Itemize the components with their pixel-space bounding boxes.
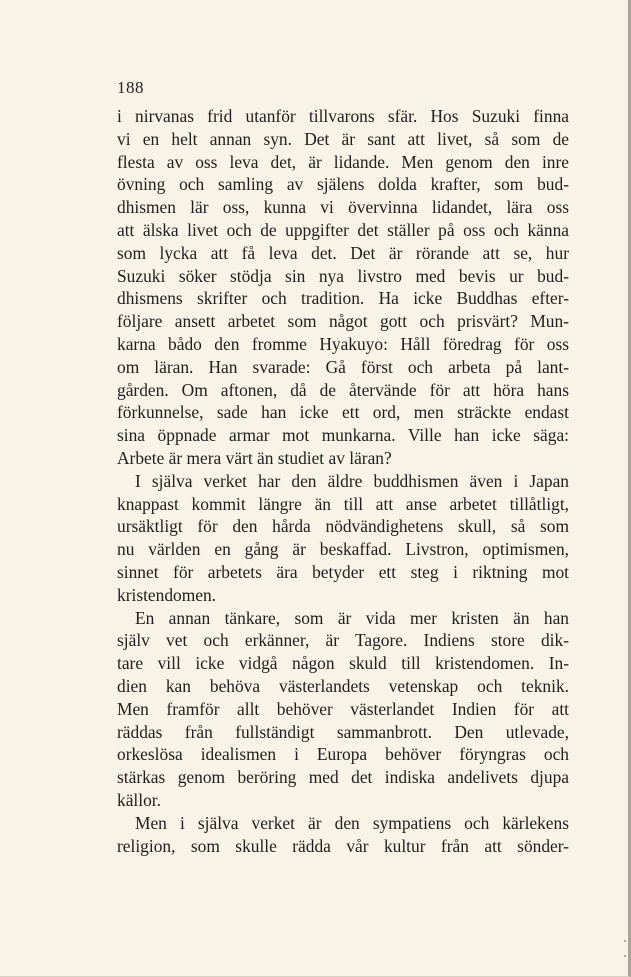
- paper-speck: [624, 955, 626, 957]
- text-line: Arbete är mera värt än studiet av läran?: [117, 447, 392, 468]
- text-line: förkunnelse, sade han icke ett ord, men sträckte endast: [117, 402, 569, 423]
- text-line: som lycka att få leva det. Det är rörande att se, hur: [117, 242, 569, 263]
- paper-speck: [624, 940, 626, 942]
- body-text: [117, 105, 569, 857]
- text-line: stärkas genom beröring med det indiska andelivets djupa: [117, 767, 569, 788]
- text-line: Men i själva verket är den sympatiens och kärlekens: [135, 812, 569, 833]
- text-line: räddas från fullständigt sammanbrott. Den utlevade,: [117, 721, 569, 742]
- text-line: källor.: [117, 789, 161, 810]
- text-line: religion, som skulle rädda vår kultur från att sönder-: [117, 835, 569, 856]
- text-line: vi en helt annan syn. Det är sant att livet, så som de: [117, 128, 569, 149]
- text-line: tare vill icke vidgå någon skuld till kristendomen. In-: [117, 653, 569, 674]
- text-line: Men framför allt behöver västerlandet Indien för att: [117, 698, 569, 719]
- text-line: karna bådo den fromme Hyakuyo: Håll föredrag för oss: [117, 333, 569, 354]
- text-line: dhismens skrifter och tradition. Ha icke Buddhas efter-: [117, 288, 569, 309]
- text-line: följare ansett arbetet som något gott och prisvärt? Mun-: [117, 311, 569, 332]
- text-line: knappast kommit längre än till att anse arbetet tillåtligt,: [117, 493, 569, 514]
- text-line: flesta av oss leva det, är lidande. Men genom den inre: [117, 151, 569, 172]
- text-line: i nirvanas frid utanför tillvarons sfär. Hos Suzuki finna: [117, 106, 569, 126]
- text-line: nu världen en gång är beskaffad. Livstron, optimismen,: [117, 539, 569, 560]
- text-line: sina öppnade armar mot munkarna. Ville han icke säga:: [117, 425, 569, 446]
- text-line: ursäktligt för den hårda nödvändighetens skull, så som: [117, 516, 569, 537]
- text-line: En annan tänkare, som är vida mer kristen än han: [135, 607, 569, 628]
- text-line: kristendomen.: [117, 584, 217, 605]
- text-line: gården. Om aftonen, då de återvände för att höra hans: [117, 379, 569, 400]
- text-line: dien kan behöva västerlandets vetenskap och teknik.: [117, 675, 569, 696]
- text-line: sinnet för arbetets ära betyder ett steg i riktning mot: [117, 561, 569, 582]
- page-number: 188: [117, 78, 144, 97]
- text-line: om läran. Han svarade: Gå först och arbeta på lant-: [117, 356, 569, 377]
- text-line: övning och samling av själens dolda krafter, som bud-: [117, 174, 569, 195]
- text-line: själv vet och erkänner, är Tagore. Indiens store dik-: [117, 630, 569, 651]
- text-line: Suzuki söker stödja sin nya livstro med bevis ur bud-: [117, 265, 569, 286]
- text-line: orkeslösa idealismen i Europa behöver föryngras och: [117, 744, 569, 765]
- text-line: I själva verket har den äldre buddhismen även i Japan: [135, 470, 569, 491]
- text-line: att älska livet och de uppgifter det ställer på oss och känna: [117, 219, 569, 240]
- text-line: dhismen lär oss, kunna vi övervinna lidandet, lära oss: [117, 197, 569, 218]
